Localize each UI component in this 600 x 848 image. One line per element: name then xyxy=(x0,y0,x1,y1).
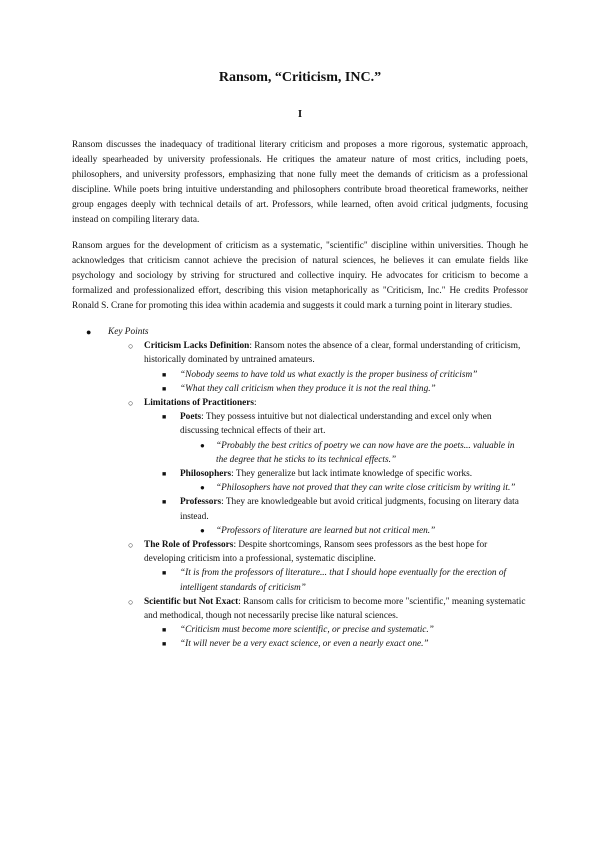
square-bullet-icon: ■ xyxy=(162,384,167,393)
key-points-label: Key Points xyxy=(108,327,149,337)
circle-bullet-icon: ○ xyxy=(128,398,134,409)
square-bullet-icon: ■ xyxy=(162,413,167,422)
point-text: : Ransom notes the absence of a clear, formal understanding of criticism, historically dominated by untrained amateurs. xyxy=(144,341,521,366)
list-item xyxy=(72,410,528,438)
square-bullet-icon: ■ xyxy=(162,498,167,507)
square-bullet-icon: ■ xyxy=(162,569,167,578)
quote-text: “Nobody seems to have told us what exactly is the proper business of criticism” xyxy=(180,369,478,380)
list-item xyxy=(72,637,528,651)
point-heading: Limitations of Practitioners xyxy=(144,398,254,409)
circle-bullet-icon: ○ xyxy=(128,540,134,551)
quote-text: “Philosophers have not proved that they can write close criticism by writing it.” xyxy=(216,483,516,494)
point-text: : xyxy=(254,398,257,409)
sub-text: : They possess intuitive but not dialectical understanding and excel only when discussing technical effects of their art. xyxy=(180,412,492,437)
sub-heading: Philosophers xyxy=(180,469,232,480)
list-item xyxy=(72,595,528,623)
list-item xyxy=(72,524,528,538)
circle-bullet-icon: ○ xyxy=(128,341,134,352)
square-bullet-icon: ■ xyxy=(162,370,167,379)
sub-heading: Professors xyxy=(180,497,222,508)
document-page xyxy=(72,70,528,652)
list-item xyxy=(72,382,528,396)
point-heading: Criticism Lacks Definition xyxy=(144,341,250,352)
quote-text: “Professors of literature are learned but not critical men.” xyxy=(216,525,436,536)
sub-heading: Poets xyxy=(180,412,202,423)
list-item xyxy=(86,325,528,339)
list-item xyxy=(72,339,528,367)
key-points-list xyxy=(72,325,528,652)
list-item xyxy=(72,368,528,382)
list-item xyxy=(72,481,528,495)
list-item xyxy=(72,495,528,523)
square-bullet-icon: ■ xyxy=(162,640,167,649)
square-bullet-icon: ■ xyxy=(162,626,167,635)
point-heading: The Role of Professors xyxy=(144,540,234,551)
list-item xyxy=(72,538,528,566)
list-item xyxy=(72,623,528,637)
list-item xyxy=(72,566,528,594)
bullet-icon: ● xyxy=(200,440,205,450)
sub-text: : They are knowledgeable but avoid critical judgments, focusing on literary data instead. xyxy=(180,497,519,522)
summary-paragraph: Ransom discusses the inadequacy of traditional literary criticism and proposes a more rigorous, systematic approach, ideally spearheaded by university professionals. He critiques the amateur nature of most critics, including poets, philosophers, and university professors, emphasizing that none fully meet the demands of criticism as a professional discipline. While poets bring intuitive understanding and philosophers contribute broad theoretical frameworks, neither group engages deeply with technical details of art. Professors, while learned, often avoid critical judgments, focusing instead on compiling literary data. xyxy=(72,140,528,225)
list-item xyxy=(72,439,528,467)
point-text: : Despite shortcomings, Ransom sees professors as the best hope for developing criticism into a professional, systematic discipline. xyxy=(144,540,488,565)
point-text: : Ransom calls for criticism to become more "scientific," meaning systematic and methodical, though not necessarily precise like natural sciences. xyxy=(144,596,526,622)
bullet-icon: ● xyxy=(200,525,205,535)
quote-text: “Probably the best critics of poetry we can now have are the poets... valuable in the degree that he sticks to its technical effects.” xyxy=(216,440,515,465)
point-heading: Scientific but Not Exact xyxy=(144,596,239,607)
circle-bullet-icon: ○ xyxy=(128,596,134,607)
sub-text: : They generalize but lack intimate knowledge of specific works. xyxy=(231,469,473,480)
page-title: Ransom, “Criticism, INC.” xyxy=(218,70,382,85)
list-item xyxy=(72,396,528,410)
quote-text: “What they call criticism when they produce it is not the real thing.” xyxy=(180,383,436,394)
quote-text: “It will never be a very exact science, or even a nearly exact one.” xyxy=(180,639,429,650)
quote-text: “Criticism must become more scientific, or precise and systematic.” xyxy=(180,625,434,636)
argument-paragraph: Ransom argues for the development of criticism as a systematic, "scientific" discipline within universities. Though he acknowledges that criticism cannot achieve the precision of natural sciences, he believes it can emulate fields like psychology and sociology by striving for structured and collective inquiry. He advocates for criticism to become a formalized and professionalized effort, describing this vision metaphorically as "Criticism, Inc." He credits Professor Ronald S. Crane for promoting this idea within academia and suggests it could mark a turning point in literary studies. xyxy=(72,241,528,311)
bullet-icon: ● xyxy=(86,327,92,337)
quote-text: “It is from the professors of literature... that I should hope eventually for the erection of intelligent standards of criticism” xyxy=(180,568,507,593)
bullet-icon: ● xyxy=(200,483,205,493)
list-item xyxy=(72,467,528,481)
section-number: I xyxy=(297,108,303,120)
square-bullet-icon: ■ xyxy=(162,470,167,479)
